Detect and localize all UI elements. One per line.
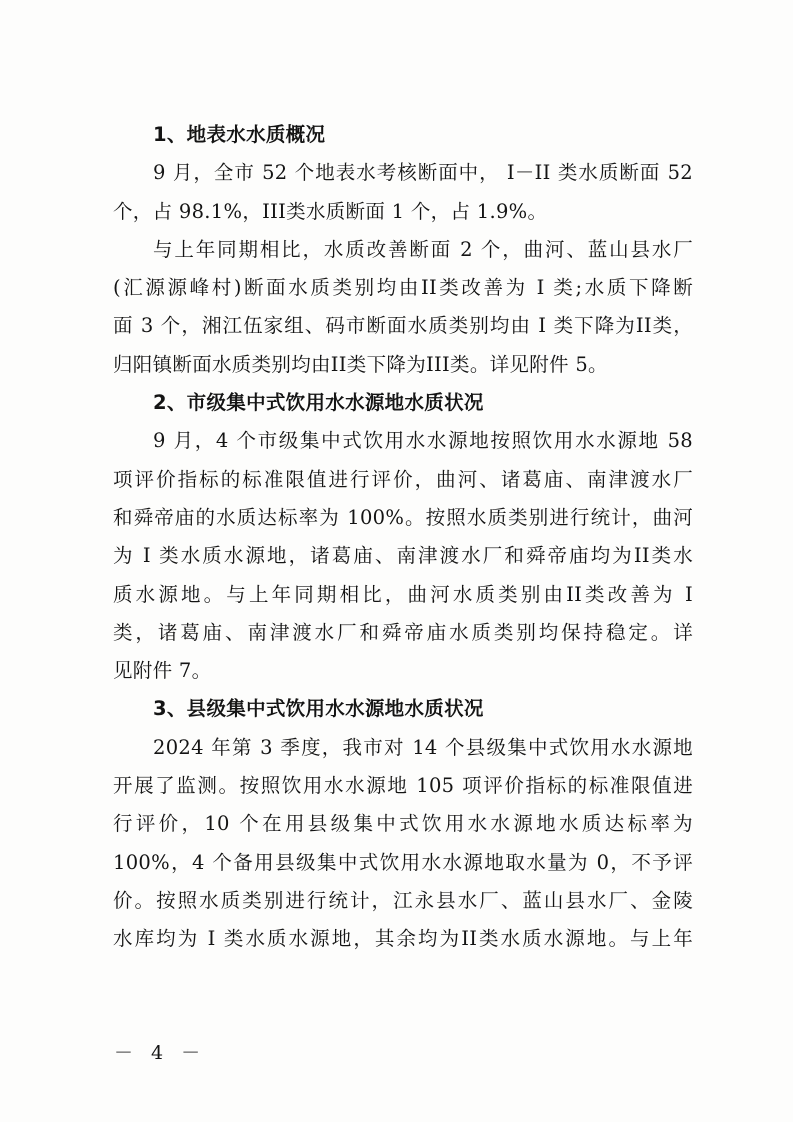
- text-line: 项评价指标的标准限值进行评价，曲河、诸葛庙、南津渡水厂: [113, 467, 693, 491]
- section-heading-city-water-source: 2、市级集中式饮用水水源地水质状况: [153, 391, 484, 415]
- text-line: 开展了监测。按照饮用水水源地 105 项评价指标的标准限值进: [113, 774, 693, 798]
- text-line: 质水源地。与上年同期相比，曲河水质类别由II类改善为 I: [113, 582, 693, 606]
- text-line: 为 I 类水质水源地，诸葛庙、南津渡水厂和舜帝庙均为II类水: [113, 544, 693, 568]
- text-line: 个，占 98.1%，III类水质断面 1 个，占 1.9%。: [113, 199, 548, 223]
- text-line: 与上年同期相比，水质改善断面 2 个，曲河、蓝山县水厂: [153, 237, 693, 261]
- text-line: 见附件 7。: [113, 659, 212, 683]
- paragraph-surface-water-comparison: [113, 231, 693, 384]
- text-line: 行评价，10 个在用县级集中式饮用水水源地水质达标率为: [113, 812, 693, 836]
- paragraph-county-water-source: [113, 729, 693, 959]
- text-line: (汇源源峰村)断面水质类别均由II类改善为 I 类;水质下降断: [113, 276, 693, 300]
- section-heading-surface-water: 1、地表水水质概况: [153, 123, 326, 146]
- text-line: 类，诸葛庙、南津渡水厂和舜帝庙水质类别均保持稳定。详: [113, 620, 693, 644]
- text-line: 面 3 个，湘江伍家组、码市断面水质类别均由 I 类下降为II类，: [113, 314, 693, 338]
- paragraph-surface-water-overview: [113, 154, 693, 231]
- text-line: 9 月，4 个市级集中式饮用水水源地按照饮用水水源地 58: [153, 429, 693, 453]
- text-line: 和舜帝庙的水质达标率为 100%。按照水质类别进行统计，曲河: [113, 505, 693, 529]
- text-line: 价。按照水质类别进行统计，江永县水厂、蓝山县水厂、金陵: [113, 888, 693, 912]
- document-body: [113, 116, 693, 959]
- paragraph-city-water-source: [113, 422, 693, 690]
- page-number: － 4 －: [114, 1042, 207, 1064]
- text-line: 2024 年第 3 季度，我市对 14 个县级集中式饮用水水源地: [153, 735, 693, 759]
- text-line: 9 月，全市 52 个地表水考核断面中， I－II 类水质断面 52: [153, 161, 693, 185]
- text-line: 100%，4 个备用县级集中式饮用水水源地取水量为 0，不予评: [113, 850, 693, 874]
- section-heading-county-water-source: 3、县级集中式饮用水水源地水质状况: [153, 697, 484, 721]
- text-line: 水库均为 I 类水质水源地，其余均为II类水质水源地。与上年: [113, 927, 693, 951]
- text-line: 归阳镇断面水质类别均由II类下降为III类。详见附件 5。: [113, 352, 608, 376]
